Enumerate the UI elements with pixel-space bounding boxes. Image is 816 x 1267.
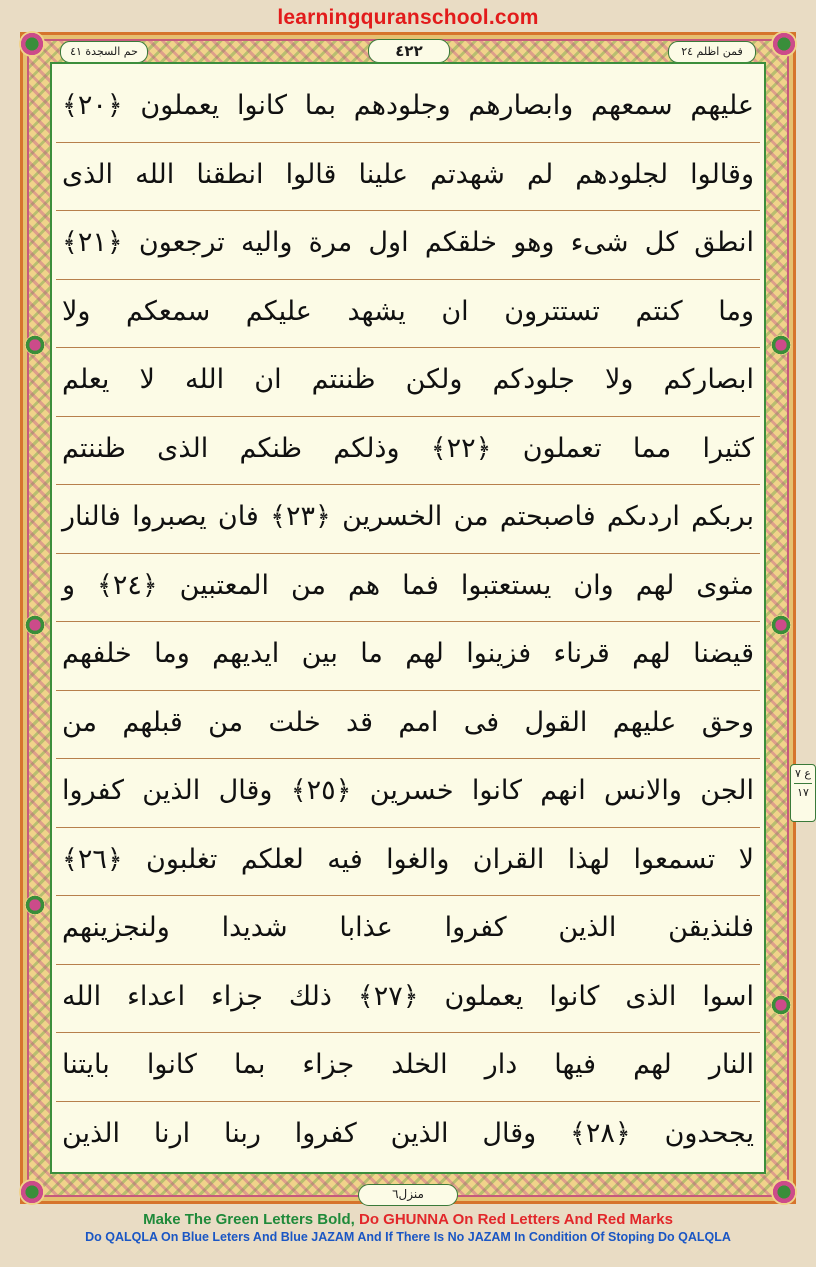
- verse-line: انطق كل شىء وهو خلقكم اول مرة واليه ترجعون ﴿٢١﴾: [56, 211, 760, 280]
- corner-ornament-icon: [771, 31, 797, 57]
- verse-line: عليهم سمعهم وابصارهم وجلودهم بما كانوا يعملون ﴿٢٠﴾: [56, 74, 760, 143]
- juz-name-label: فمن اظلم ٢٤: [668, 41, 756, 63]
- red-instruction: Do GHUNNA On Red Letters And Red Marks: [358, 1211, 673, 1228]
- tajweed-instructions: [0, 1211, 816, 1245]
- border-medallion-icon: [771, 615, 791, 635]
- border-medallion-icon: [771, 335, 791, 355]
- site-url[interactable]: learningquranschool.com: [277, 6, 539, 29]
- verse-line: كثيرا مما تعملون ﴿٢٢﴾ وذلكم ظنكم الذى ظننتم: [56, 417, 760, 486]
- border-medallion-icon: [771, 995, 791, 1015]
- blue-instruction: Do QALQLA On Blue Leters And Blue JAZAM And If There Is No JAZAM In Condition Of Stoping Do QALQLA: [85, 1230, 731, 1244]
- verse-line: وقالوا لجلودهم لم شهدتم علينا قالوا انطقنا الله الذى: [56, 143, 760, 212]
- manzil-badge: منزل٦: [358, 1184, 458, 1206]
- verse-line: اسوا الذى كانوا يعملون ﴿٢٧﴾ ذلك جزاء اعداء الله: [56, 965, 760, 1034]
- border-medallion-icon: [25, 615, 45, 635]
- corner-ornament-icon: [19, 31, 45, 57]
- verse-line: يجحدون ﴿٢٨﴾ وقال الذين كفروا ربنا ارنا الذين: [62, 1117, 754, 1149]
- corner-ornament-icon: [771, 1179, 797, 1205]
- border-medallion-icon: [25, 895, 45, 915]
- verse-line: قيضنا لهم قرناء فزينوا لهم ما بين ايديهم وما خلفهم: [56, 622, 760, 691]
- instruction-line-1: [0, 1211, 816, 1229]
- verse-line: الجن والانس انهم كانوا خسرين ﴿٢٥﴾ وقال الذين كفروا: [56, 759, 760, 828]
- verse-line: فلنذيقن الذين كفروا عذابا شديدا ولنجزينهم: [56, 896, 760, 965]
- verse-line: بربكم اردىكم فاصبحتم من الخسرين ﴿٢٣﴾ فان يصبروا فالنار: [56, 485, 760, 554]
- verse-line: مثوى لهم وان يستعتبوا فما هم من المعتبين ﴿٢٤﴾ و: [56, 554, 760, 623]
- ruku-marker: [790, 764, 816, 822]
- verse-line: وما كنتم تستترون ان يشهد عليكم سمعكم ولا: [56, 280, 760, 349]
- surah-name-label: حم السجدة ٤١: [60, 41, 148, 63]
- ruku-marker-top: ع ٧: [795, 767, 811, 780]
- verse-line: لا تسمعوا لهذا القران والغوا فيه لعلكم تغلبون ﴿٢٦﴾: [56, 828, 760, 897]
- border-medallion-icon: [25, 335, 45, 355]
- verse-text: [56, 74, 760, 1170]
- green-instruction: Make The Green Letters Bold,: [143, 1211, 355, 1228]
- corner-ornament-icon: [19, 1179, 45, 1205]
- page-number: ٤٢٢: [368, 39, 450, 63]
- verse-line: ابصاركم ولا جلودكم ولكن ظننتم ان الله لا يعلم: [56, 348, 760, 417]
- verse-line: وحق عليهم القول فى امم قد خلت من قبلهم من: [56, 691, 760, 760]
- verse-line: النار لهم فيها دار الخلد جزاء بما كانوا بايتنا: [56, 1033, 760, 1102]
- ruku-marker-bottom: ١٧: [797, 786, 809, 799]
